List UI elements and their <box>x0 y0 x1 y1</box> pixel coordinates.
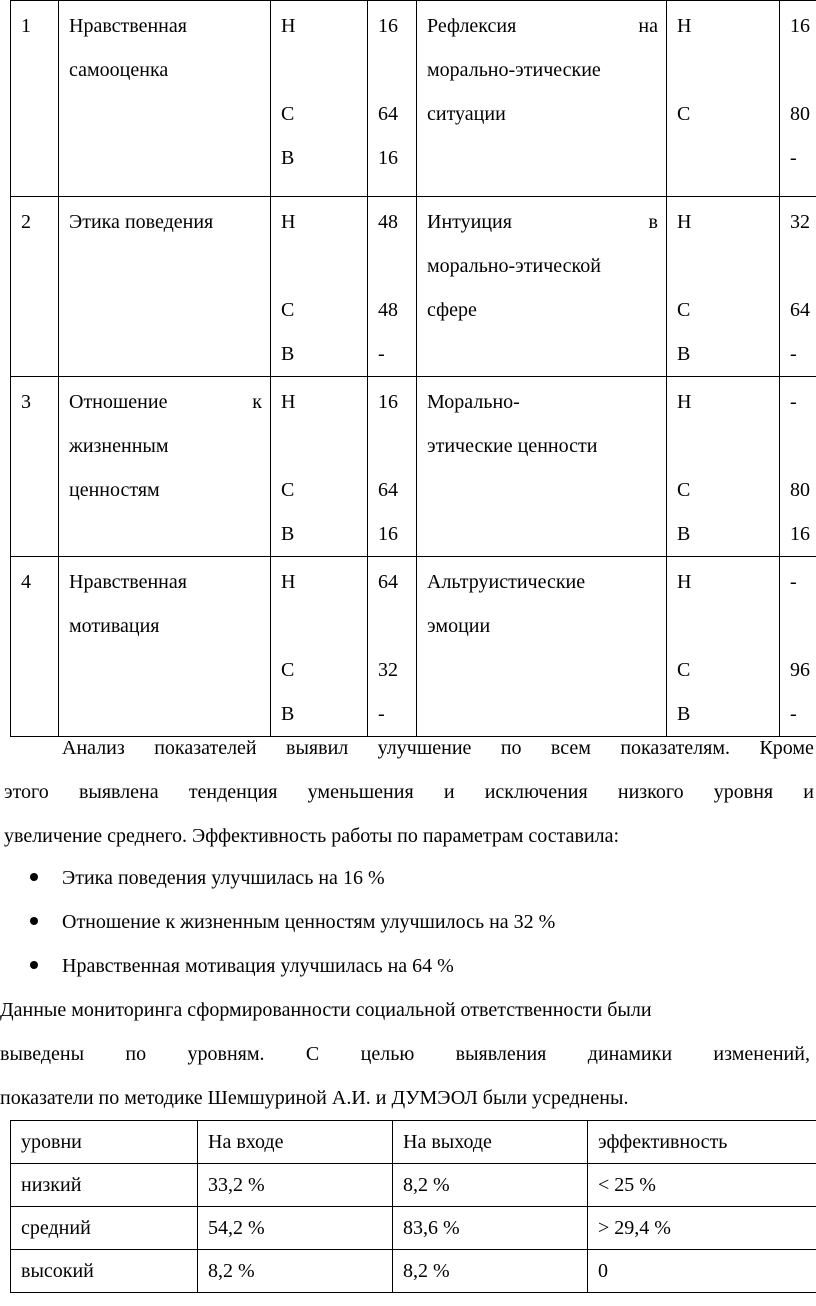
level-letters <box>667 197 780 377</box>
paragraph-line <box>4 726 814 770</box>
cell-line: - <box>790 703 797 725</box>
word: исключения <box>484 781 588 803</box>
row-number <box>11 1 59 197</box>
level-letters <box>667 377 780 557</box>
level-values <box>780 377 816 557</box>
paragraph-line <box>4 770 814 814</box>
criterion-label <box>417 1 667 197</box>
cell-line: - <box>790 147 797 169</box>
level-values <box>368 197 417 377</box>
word: улучшение <box>377 737 472 759</box>
cell-line <box>378 244 416 288</box>
table-cell: < 25 % <box>588 1164 816 1207</box>
cell-line: 64 <box>378 103 398 125</box>
level-values <box>780 557 816 737</box>
cell-line <box>69 380 270 424</box>
cell-line: Нравственная <box>69 571 187 593</box>
cell-line <box>790 424 816 468</box>
table-cell: 0 <box>588 1250 816 1293</box>
cell-line: - <box>790 571 797 593</box>
cell-line <box>427 200 666 244</box>
cell-word: на <box>638 15 658 37</box>
cell-line: 16 <box>378 391 398 413</box>
cell-line <box>677 48 779 92</box>
cell-word: к <box>252 391 262 413</box>
cell-line: 32 <box>378 659 398 681</box>
word: по <box>500 737 522 759</box>
cell-line: ценностям <box>69 479 160 501</box>
level-letters <box>667 557 780 737</box>
word: Кроме <box>759 737 814 759</box>
cell-line: В <box>281 343 295 365</box>
analysis-paragraph <box>4 726 814 858</box>
table-cell: высокий <box>11 1250 198 1293</box>
criterion-label <box>59 377 271 557</box>
table-cell: 8,2 % <box>393 1250 588 1293</box>
cell-line: ситуации <box>427 103 506 125</box>
cell-line: эмоции <box>427 615 491 637</box>
table-row <box>11 197 816 377</box>
cell-line: С <box>677 299 691 321</box>
word: выявил <box>286 737 349 759</box>
level-letters <box>271 1 368 197</box>
cell-line <box>378 424 416 468</box>
cell-line <box>378 48 416 92</box>
cell-line <box>677 604 779 648</box>
word: выявлена <box>78 781 159 803</box>
cell-line: С <box>281 299 295 321</box>
levels-table <box>10 1120 816 1293</box>
word: уменьшения <box>307 781 414 803</box>
cell-line: В <box>281 147 295 169</box>
cell-line: сфере <box>427 299 477 321</box>
cell-line: Нравственная <box>69 15 187 37</box>
word: всем <box>550 737 591 759</box>
column-header: эффективность <box>588 1121 816 1164</box>
cell-line: С <box>281 659 295 681</box>
criterion-label <box>417 377 667 557</box>
word: низкого <box>617 781 684 803</box>
cell-line: 1 <box>21 15 31 37</box>
cell-line <box>790 244 816 288</box>
table-cell: низкий <box>11 1164 198 1207</box>
criterion-label <box>59 1 271 197</box>
cell-line <box>677 136 779 180</box>
word: показателям. <box>620 737 731 759</box>
cell-line: Н <box>677 571 692 593</box>
cell-line <box>790 48 816 92</box>
cell-line: 16 <box>790 523 810 545</box>
word: показателей <box>154 737 257 759</box>
word: динамики <box>587 1043 673 1065</box>
cell-line: 16 <box>378 523 398 545</box>
row-number <box>11 557 59 737</box>
cell-word: Интуиция <box>427 211 512 233</box>
cell-line: - <box>378 703 385 725</box>
table-row <box>11 1 816 197</box>
cell-line: 64 <box>378 571 398 593</box>
cell-line <box>378 604 416 648</box>
word: целью <box>360 1043 415 1065</box>
cell-line: Н <box>677 15 692 37</box>
paragraph-line: увеличение среднего. Эффективность работы по параметрам составила: <box>4 825 620 847</box>
word: и <box>443 781 455 803</box>
bullet-icon <box>30 873 38 881</box>
table-cell: 8,2 % <box>198 1250 393 1293</box>
cell-line: 64 <box>790 299 810 321</box>
cell-line: этические ценности <box>427 435 598 457</box>
cell-line: Н <box>281 571 296 593</box>
cell-line: С <box>677 659 691 681</box>
criterion-label <box>59 557 271 737</box>
cell-line: Н <box>677 391 692 413</box>
cell-line: Н <box>281 391 296 413</box>
cell-line: Альтруистические <box>427 571 586 593</box>
table-cell: 54,2 % <box>198 1207 393 1250</box>
cell-line: 2 <box>21 211 31 233</box>
table-row <box>11 557 816 737</box>
row-number <box>11 197 59 377</box>
criterion-label <box>417 197 667 377</box>
cell-line: морально-этические <box>427 59 601 81</box>
cell-line: С <box>281 103 295 125</box>
cell-line: мотивация <box>69 615 160 637</box>
column-header: На выходе <box>393 1121 588 1164</box>
table-row <box>11 1164 816 1207</box>
cell-line: 48 <box>378 299 398 321</box>
word: по <box>125 1043 147 1065</box>
cell-line <box>677 244 779 288</box>
criterion-label <box>59 197 271 377</box>
bullet-icon <box>30 917 38 925</box>
table-row <box>11 1207 816 1250</box>
word: выведены <box>0 1043 85 1065</box>
bullet-item: Этика поведения улучшилась на 16 % <box>30 856 385 900</box>
cell-line: С <box>281 479 295 501</box>
table-cell: 8,2 % <box>393 1164 588 1207</box>
cell-line: 4 <box>21 571 31 593</box>
level-values <box>368 1 417 197</box>
word: выявления <box>455 1043 547 1065</box>
bullet-item: Отношение к жизненным ценностям улучшилось на 32 % <box>30 900 555 944</box>
word: изменений, <box>713 1043 810 1065</box>
cell-line: Морально- <box>427 391 520 413</box>
cell-line: В <box>677 343 691 365</box>
cell-line: 32 <box>790 211 810 233</box>
cell-line: 80 <box>790 103 810 125</box>
column-header: уровни <box>11 1121 198 1164</box>
cell-line <box>790 604 816 648</box>
cell-line <box>427 4 666 48</box>
level-letters <box>271 197 368 377</box>
cell-line: 48 <box>378 211 398 233</box>
header-row <box>11 1121 816 1164</box>
paragraph-line: Данные мониторинга сформированности социальной ответственности были <box>0 999 652 1021</box>
level-values <box>780 197 816 377</box>
level-values <box>368 377 417 557</box>
cell-line: В <box>677 523 691 545</box>
cell-line: 80 <box>790 479 810 501</box>
level-values <box>368 557 417 737</box>
cell-line: морально-этической <box>427 255 601 277</box>
cell-line: 16 <box>790 15 810 37</box>
table-row <box>11 1250 816 1293</box>
cell-line <box>281 424 367 468</box>
table-cell: 33,2 % <box>198 1164 393 1207</box>
cell-line: Этика поведения <box>69 211 214 233</box>
cell-line: В <box>677 703 691 725</box>
word: этого <box>4 781 49 803</box>
cell-word: в <box>648 211 658 233</box>
level-letters <box>271 557 368 737</box>
word: уровням. <box>187 1043 265 1065</box>
cell-line <box>281 48 367 92</box>
cell-line <box>281 604 367 648</box>
word: и <box>803 781 814 803</box>
word: Анализ <box>62 737 125 759</box>
cell-line: жизненным <box>69 435 169 457</box>
cell-line: Н <box>677 211 692 233</box>
table-cell: > 29,4 % <box>588 1207 816 1250</box>
cell-line: - <box>790 391 797 413</box>
cell-line: - <box>790 343 797 365</box>
level-values <box>780 1 816 197</box>
word: С <box>305 1043 320 1065</box>
cell-line: Н <box>281 15 296 37</box>
bullet-item: Нравственная мотивация улучшилась на 64 % <box>30 944 454 988</box>
criterion-label <box>417 557 667 737</box>
cell-line: 3 <box>21 391 31 413</box>
row-number <box>11 377 59 557</box>
cell-line: 16 <box>378 15 398 37</box>
level-letters <box>667 1 780 197</box>
cell-word: Отношение <box>69 391 168 413</box>
cell-line: С <box>677 103 691 125</box>
cell-line: 64 <box>378 479 398 501</box>
cell-line <box>281 244 367 288</box>
table-row <box>11 377 816 557</box>
cell-line: В <box>281 523 295 545</box>
cell-line: - <box>378 343 385 365</box>
criteria-table <box>10 0 816 737</box>
paragraph-line <box>0 1032 810 1076</box>
word: уровня <box>713 781 774 803</box>
cell-word: Рефлексия <box>427 15 517 37</box>
word: тенденция <box>188 781 278 803</box>
paragraph-line: показатели по методике Шемшуриной А.И. и ДУМЭОЛ были усреднены. <box>0 1087 629 1109</box>
table-cell: 83,6 % <box>393 1207 588 1250</box>
cell-line: 16 <box>378 147 398 169</box>
bullet-icon <box>30 961 38 969</box>
cell-line: Н <box>281 211 296 233</box>
monitoring-paragraph <box>0 988 810 1120</box>
level-letters <box>271 377 368 557</box>
cell-line: С <box>677 479 691 501</box>
column-header: На входе <box>198 1121 393 1164</box>
table-cell: средний <box>11 1207 198 1250</box>
cell-line: В <box>281 703 295 725</box>
cell-line: 96 <box>790 659 810 681</box>
cell-line: самооценка <box>69 59 169 81</box>
cell-line <box>677 424 779 468</box>
